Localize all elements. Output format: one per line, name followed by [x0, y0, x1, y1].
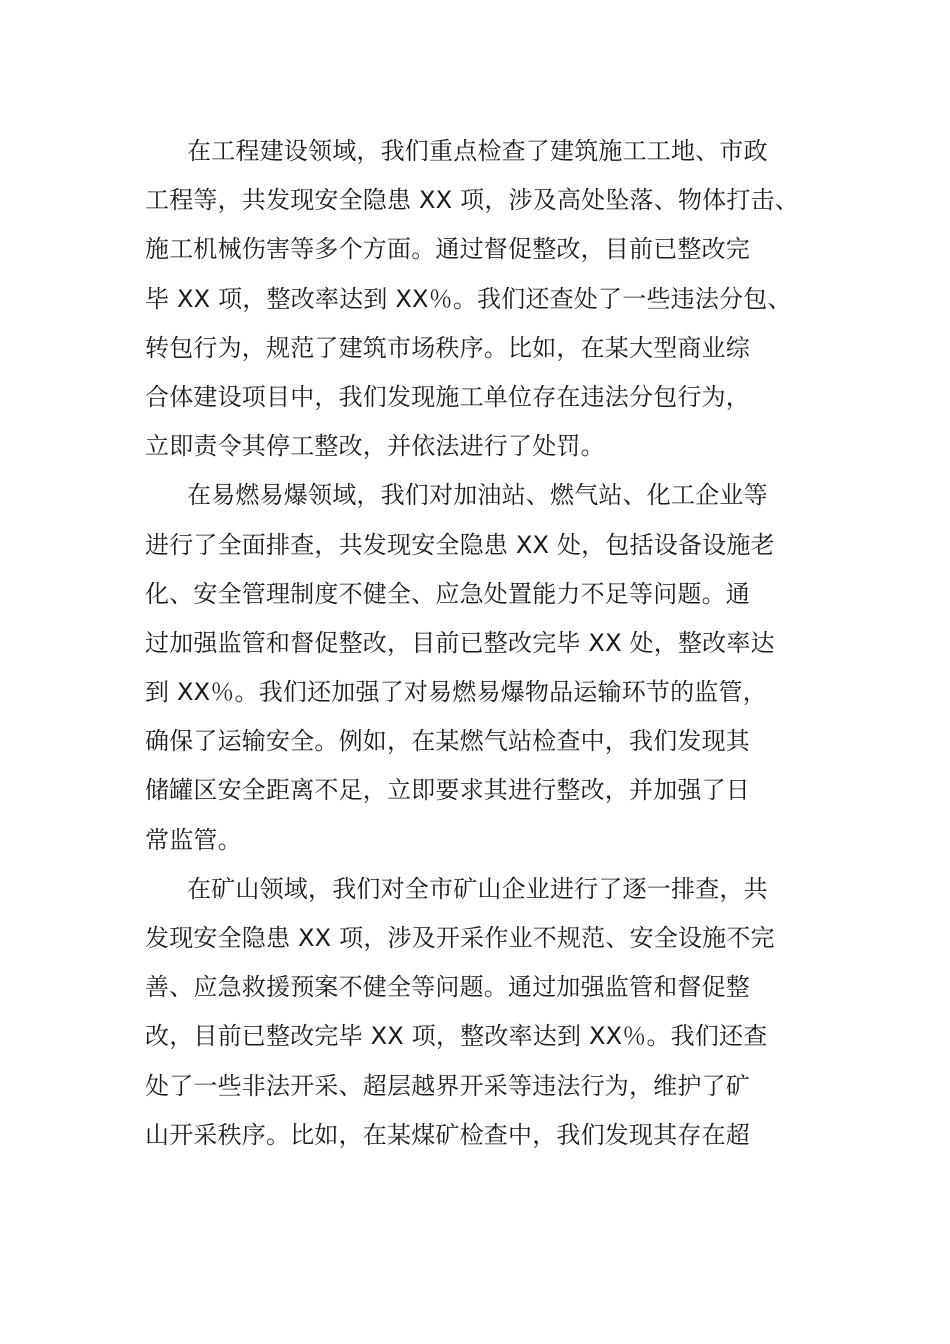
- text-line: 储罐区安全距离不足，立即要求其进行整改，并加强了日: [145, 776, 750, 805]
- text-line: 化、安全管理制度不健全、应急处置能力不足等问题。通: [145, 579, 750, 608]
- text-line: 在易燃易爆领域，我们对加油站、燃气站、化工企业等: [187, 481, 768, 510]
- text-line: 常监管。: [145, 825, 242, 854]
- paragraph-mining: [145, 865, 835, 1160]
- text-line: 确保了运输安全。例如，在某燃气站检查中，我们发现其: [145, 727, 750, 756]
- text-line: 善、应急救援预案不健全等问题。通过加强监管和督促整: [145, 973, 750, 1002]
- paragraph-construction: [145, 127, 835, 471]
- text-line: 在工程建设领域，我们重点检查了建筑施工工地、市政: [187, 137, 768, 165]
- text-line: 工程等，共发现安全隐患 XX 项，涉及高处坠落、物体打击、: [145, 186, 799, 215]
- text-line: 到 XX％。我们还加强了对易燃易爆物品运输环节的监管，: [145, 678, 767, 707]
- text-line: 过加强监管和督促整改，目前已整改完毕 XX 处，整改率达: [145, 628, 775, 657]
- text-line: 施工机械伤害等多个方面。通过督促整改，目前已整改完: [145, 235, 750, 264]
- text-line: 在矿山领域，我们对全市矿山企业进行了逐一排查，共: [187, 874, 768, 903]
- text-line: 发现安全隐患 XX 项，涉及开采作业不规范、安全设施不完: [145, 924, 775, 952]
- paragraph-flammable: [145, 471, 835, 865]
- document-body: [145, 127, 835, 1160]
- text-line: 毕 XX 项，整改率达到 XX％。我们还查处了一些违法分包、: [145, 284, 792, 313]
- text-line: 山开采秩序。比如，在某煤矿检查中，我们发现其存在超: [145, 1120, 750, 1149]
- text-line: 合体建设项目中，我们发现施工单位存在违法分包行为，: [145, 382, 750, 411]
- text-line: 改，目前已整改完毕 XX 项，整改率达到 XX％。我们还查: [145, 1022, 768, 1051]
- text-line: 处了一些非法开采、超层越界开采等违法行为，维护了矿: [145, 1071, 750, 1100]
- text-line: 转包行为，规范了建筑市场秩序。比如，在某大型商业综: [145, 333, 750, 362]
- text-line: 进行了全面排查，共发现安全隐患 XX 处，包括设备设施老: [145, 530, 775, 559]
- text-line: 立即责令其停工整改，并依法进行了处罚。: [145, 432, 605, 461]
